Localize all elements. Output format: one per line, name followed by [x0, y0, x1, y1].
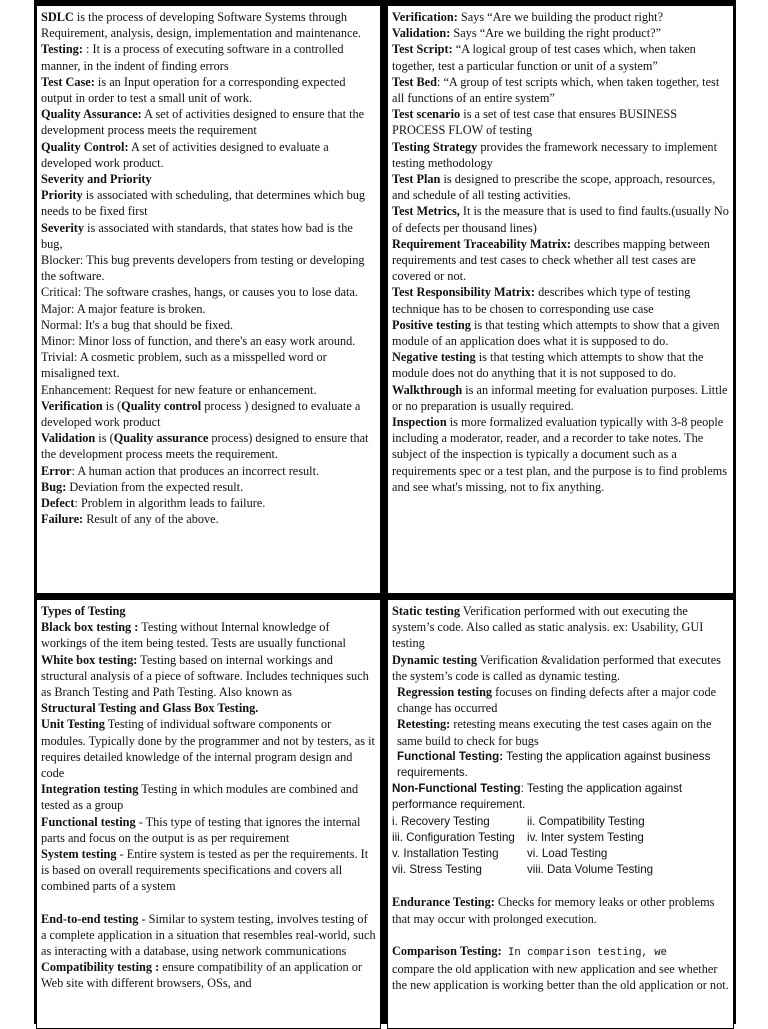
top-left-entry	[41, 171, 376, 187]
bottom-left-entry	[41, 619, 376, 651]
top-right-entry	[392, 9, 729, 25]
bottom-left-entry	[41, 716, 376, 781]
term: Quality Control:	[41, 139, 129, 154]
bottom-left-entry	[41, 911, 376, 960]
term: Test Case:	[41, 74, 95, 89]
cell-top-right	[387, 5, 734, 594]
top-left-entry	[41, 349, 376, 381]
term: Priority	[41, 188, 83, 203]
term: Severity	[41, 220, 85, 235]
term: Static testing	[392, 604, 460, 618]
non-functional-item: iii. Configuration Testing	[392, 830, 515, 844]
term: Defect	[41, 496, 75, 511]
definition: is an informal meeting for evaluation purposes. Little or no preparation is usually required.	[392, 382, 728, 413]
entry-verification-process: Verification is (Quality control process ) designed to evaluate a developed work product	[41, 398, 361, 430]
cell-bottom-right	[387, 599, 734, 1029]
definition: Verification &validation performed that executes the system’s code is called as dynamic testing.	[392, 652, 721, 683]
definition: Critical: The software crashes, hangs, or causes you to lose data.	[41, 285, 359, 300]
bottom-left-entry	[41, 652, 376, 701]
term: Verification:	[392, 10, 458, 24]
term: Test Metrics,	[392, 204, 460, 219]
top-left-entry	[41, 333, 376, 349]
definition: : Problem in algorithm leads to failure.	[74, 496, 266, 511]
definition: is the process of developing Software Systems through Requirement, analysis, design, implementation and maintenance.	[41, 10, 361, 41]
bottom-left-entry	[41, 959, 376, 991]
definition: A set of activities designed to evaluate a developed work product.	[41, 139, 329, 170]
definition: is more formalized evaluation typically with 3-8 people including a moderator, reader, and a recorder to take notes. The subject of the inspection is typically a document such as a requirements spec or a test plan, and the purpose is to find problems and see what's missing, not to fix anything.	[392, 415, 728, 494]
definition: - Similar to system testing, involves testing of a complete application in a situation that resembles real-world, such as interacting with a database, using network communications	[41, 911, 376, 959]
bottom-left-entry	[41, 781, 376, 813]
top-right-entry	[392, 41, 729, 73]
top-left-entry	[41, 106, 376, 138]
top-right-entry	[392, 203, 729, 235]
definition: is that testing which attempts to show that a given module of an application does what it is supposed to do.	[392, 317, 720, 349]
definition: - This type of testing that ignores the internal parts and focus on the output is as per requirement	[41, 814, 361, 845]
top-left-entry	[41, 252, 376, 284]
definition: Major: A major feature is broken.	[41, 301, 206, 316]
term: Requirement Traceability Matrix:	[392, 236, 571, 251]
definition: ensure compatibility of an application or Web site with different browsers, OSs, and	[41, 960, 363, 991]
definition: Deviation from the expected result.	[66, 479, 244, 494]
definition: retesting means executing the test cases again on the same build to check for bugs	[397, 717, 712, 748]
top-right-entry	[392, 284, 729, 316]
term: Testing:	[41, 42, 83, 57]
top-left-entry	[41, 74, 376, 106]
definition: It is the measure that is used to find faults.(usually No of defects per thousand lines)	[392, 204, 729, 235]
definition: is that testing which attempts to show that the module does not do anything that it is not supposed to do.	[392, 350, 704, 381]
term: Test Bed	[392, 74, 437, 89]
term: Severity and Priority	[41, 172, 152, 187]
term: SDLC	[41, 10, 74, 24]
term: Regression testing	[397, 685, 493, 700]
definition: Trivial: A cosmetic problem, such as a misspelled word or misaligned text.	[41, 350, 327, 381]
definition: is an Input operation for a corresponding expected output in order to test a small unit of work.	[41, 74, 346, 106]
term: Quality Assurance:	[41, 107, 142, 122]
definition: : “A group of test scripts which, when taken together, test all functions of an entire system”	[392, 74, 720, 106]
term: Dynamic testing	[392, 652, 478, 667]
term: Inspection	[392, 415, 447, 430]
definition: is associated with scheduling, that determines which bug needs to be fixed first	[41, 188, 366, 219]
term: Types of Testing	[41, 604, 126, 618]
top-right-entry	[392, 74, 729, 106]
term: Negative testing	[392, 350, 476, 365]
top-right-entry	[392, 382, 729, 414]
top-left-entry	[41, 495, 376, 511]
non-functional-item: v. Installation Testing	[392, 847, 499, 861]
top-left-entry	[41, 511, 376, 527]
top-right-entry	[392, 25, 729, 41]
top-right-entry	[392, 171, 729, 203]
top-left-entry	[41, 9, 376, 41]
non-functional-item: viii. Data Volume Testing	[527, 863, 654, 877]
definition: Testing based on internal workings and structural analysis of a piece of software. Includes techniques such as Branch Testing and Path Testing. Also known as	[41, 652, 369, 700]
definition: Says “Are we building the right product?”	[450, 26, 662, 41]
top-right-entry	[392, 349, 729, 381]
non-functional-item: vi. Load Testing	[527, 847, 608, 861]
definition: provides the framework necessary to implement testing methodology	[392, 139, 717, 170]
top-left-entry	[41, 139, 376, 171]
definition: Verification performed with out executing the system’s code. Also called as static analysis. ex: Usability, GUI testing	[392, 604, 704, 651]
definition: Minor: Minor loss of function, and there's an easy work around.	[41, 334, 356, 349]
definition: “A logical group of test cases which, when taken together, test a particular function or unit of a system”	[392, 42, 696, 73]
bottom-right-entry	[397, 716, 729, 748]
top-right-entry	[392, 236, 729, 285]
term: Test scenario	[392, 107, 461, 122]
cell-top-left	[36, 5, 381, 594]
term: Black box testing :	[41, 620, 139, 635]
term: Bug:	[41, 479, 67, 494]
structural-testing-line: Structural Testing and Glass Box Testing.	[41, 701, 259, 716]
definition: Testing in which modules are combined and tested as a group	[41, 782, 359, 813]
bottom-right-entry	[392, 652, 729, 684]
entry-validation-process: Validation is (Quality assurance process) designed to ensure that the development process meets the requirement.	[41, 431, 369, 462]
document-page	[34, 0, 736, 1024]
definition: focuses on finding defects after a major code change has occurred	[397, 685, 717, 716]
term: Test Responsibility Matrix:	[392, 285, 536, 300]
bottom-right-entry	[392, 603, 729, 652]
top-left-entry	[41, 463, 376, 479]
term: End-to-end testing	[41, 911, 139, 926]
definition: Says “Are we building the product right?	[457, 10, 664, 24]
non-functional-item: vii. Stress Testing	[392, 863, 482, 877]
term: Unit Testing	[41, 717, 105, 732]
definition: Normal: It's a bug that should be fixed.	[41, 317, 234, 332]
definition: Testing of individual software components or modules. Typically done by the programmer and not by testers, as it requires detailed knowledge of the internal program design and code	[41, 717, 375, 781]
definition: describes mapping between requirements and test cases to check whether all test cases are covered or not.	[392, 236, 710, 284]
top-right-entry	[392, 106, 729, 138]
top-left-entry	[41, 382, 376, 398]
top-left-entry	[41, 220, 376, 252]
cell-bottom-left	[36, 599, 381, 1029]
definition: is a set of test case that ensures BUSINESS PROCESS FLOW of testing	[392, 107, 678, 138]
non-functional-item: iv. Inter system Testing	[527, 830, 644, 844]
definition: - Entire system is tested as per the requirements. It is based on overall requirements specifications and covers all combined parts of a system	[41, 847, 369, 894]
definition: Result of any of the above.	[83, 512, 219, 527]
non-functional-item: ii. Compatibility Testing	[527, 814, 645, 828]
bottom-left-entry	[41, 603, 376, 619]
entry-endurance-testing: Endurance Testing: Checks for memory leaks or other problems that may occur with prolonged execution.	[392, 895, 715, 926]
definition: : A human action that produces an incorrect result.	[71, 463, 320, 478]
term: Testing Strategy	[392, 139, 478, 154]
definition: : It is a process of executing software in a controlled manner, in the indent of finding errors	[41, 42, 344, 73]
term: Test Plan	[392, 172, 441, 187]
term: Walkthrough	[392, 382, 463, 397]
term: Integration testing	[41, 782, 139, 797]
term: Failure:	[41, 512, 84, 527]
term: Validation:	[392, 26, 451, 41]
definition: is associated with standards, that states how bad is the bug,	[41, 220, 353, 251]
term: White box testing:	[41, 652, 138, 667]
non-functional-item: i. Recovery Testing	[392, 814, 490, 828]
non-functional-list	[392, 814, 729, 879]
top-left-entry	[41, 284, 376, 300]
entry-comparison-testing: Comparison Testing: In comparison testing, we compare the old application with new application and see whether the new application is working better than the old application or not.	[392, 943, 729, 993]
bottom-right-entry	[397, 684, 729, 716]
top-left-entry	[41, 187, 376, 219]
definition: Enhancement: Request for new feature or enhancement.	[41, 382, 317, 397]
bottom-left-entry	[41, 846, 376, 895]
term: Retesting:	[397, 717, 451, 732]
definition: A set of activities designed to ensure that the development process meets the requirement	[41, 107, 365, 138]
definition: Blocker: This bug prevents developers from testing or developing the software.	[41, 253, 365, 284]
term: Test Script:	[392, 42, 453, 57]
term: Positive testing	[392, 317, 471, 332]
bottom-left-entry	[41, 814, 376, 846]
term: Compatibility testing :	[41, 960, 160, 975]
top-left-entry	[41, 479, 376, 495]
top-left-entry	[41, 317, 376, 333]
definition: Testing without Internal knowledge of workings of the item being tested. Tests are usually functional	[41, 620, 346, 651]
top-right-entry	[392, 414, 729, 495]
entry-non-functional-testing: Non-Functional Testing: Testing the application against performance requirement.	[392, 782, 683, 812]
term: Error	[41, 463, 72, 478]
term: Functional testing	[41, 814, 136, 829]
top-left-entry	[41, 41, 376, 73]
definition: is designed to prescribe the scope, approach, resources, and schedule of all testing activities.	[392, 172, 716, 203]
top-left-entry	[41, 301, 376, 317]
top-right-entry	[392, 139, 729, 171]
entry-functional-testing: Functional Testing: Testing the application against business requirements.	[397, 749, 711, 780]
definition: describes which type of testing technique has to be chosen to corresponding use case	[392, 285, 691, 316]
top-right-entry	[392, 317, 729, 349]
term: System testing	[41, 847, 117, 862]
